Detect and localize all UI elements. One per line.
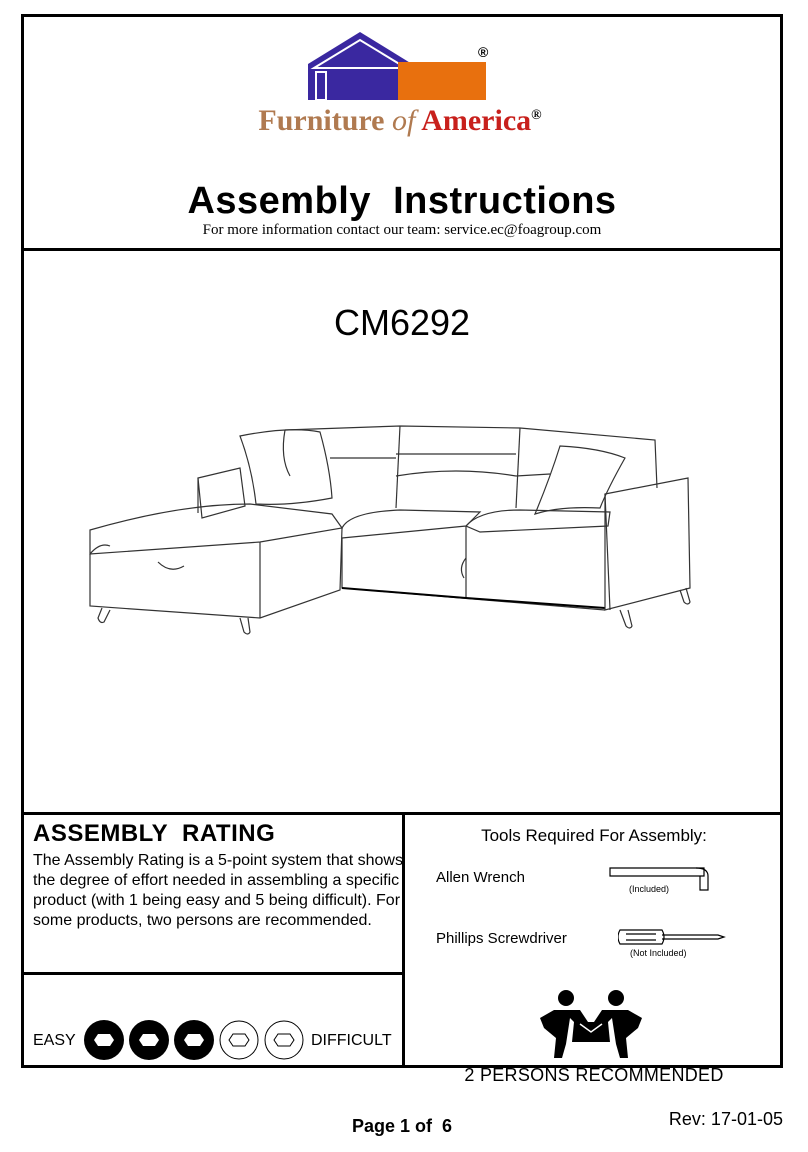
brand-america: America xyxy=(421,104,532,137)
brand-furniture: Furniture xyxy=(258,104,385,137)
rating-dot-1-icon xyxy=(84,1020,124,1060)
rating-dot-2-icon xyxy=(129,1020,169,1060)
rating-description: The Assembly Rating is a 5-point system that shows the degree of effort needed in assembling a specific product (with 1 being easy and 5 being difficult). For some products, two persons are recommended. xyxy=(33,852,403,929)
divider-header xyxy=(21,248,783,251)
easy-label: EASY xyxy=(33,1032,76,1049)
tools-heading: Tools Required For Assembly: xyxy=(481,826,707,845)
tool-allen-wrench-note: (Included) xyxy=(629,884,670,894)
tool-allen-wrench-label: Allen Wrench xyxy=(436,869,525,886)
brand-of: of xyxy=(392,104,416,137)
brand-name xyxy=(200,104,600,138)
registered-mark-logo: ® xyxy=(478,44,489,60)
rating-dot-3-icon xyxy=(174,1020,214,1060)
tool-screwdriver-note: (Not Included) xyxy=(630,948,687,958)
difficult-label: DIFFICULT xyxy=(311,1032,392,1049)
rating-heading: ASSEMBLY RATING xyxy=(33,820,276,847)
revision: Rev: 17-01-05 xyxy=(668,1109,783,1129)
two-persons-icon xyxy=(540,988,642,1060)
rating-dot-4-icon xyxy=(220,1021,258,1059)
page-title: Assembly Instructions xyxy=(187,180,617,222)
model-number: CM6292 xyxy=(333,302,471,343)
page-number: Page 1 of 6 xyxy=(351,1116,453,1136)
registered-mark-brand: ® xyxy=(531,108,542,123)
house-logo-icon xyxy=(300,28,500,108)
persons-recommended: 2 PERSONS RECOMMENDED xyxy=(464,1065,724,1085)
divider-rating xyxy=(21,972,403,975)
rating-dot-5-icon xyxy=(265,1021,303,1059)
tool-screwdriver-label: Phillips Screwdriver xyxy=(436,930,567,947)
phillips-screwdriver-icon xyxy=(618,926,728,948)
contact-info: For more information contact our team: service.ec@foagroup.com xyxy=(202,222,602,238)
sectional-sofa-illustration xyxy=(80,418,700,648)
rating-scale xyxy=(82,1018,308,1062)
